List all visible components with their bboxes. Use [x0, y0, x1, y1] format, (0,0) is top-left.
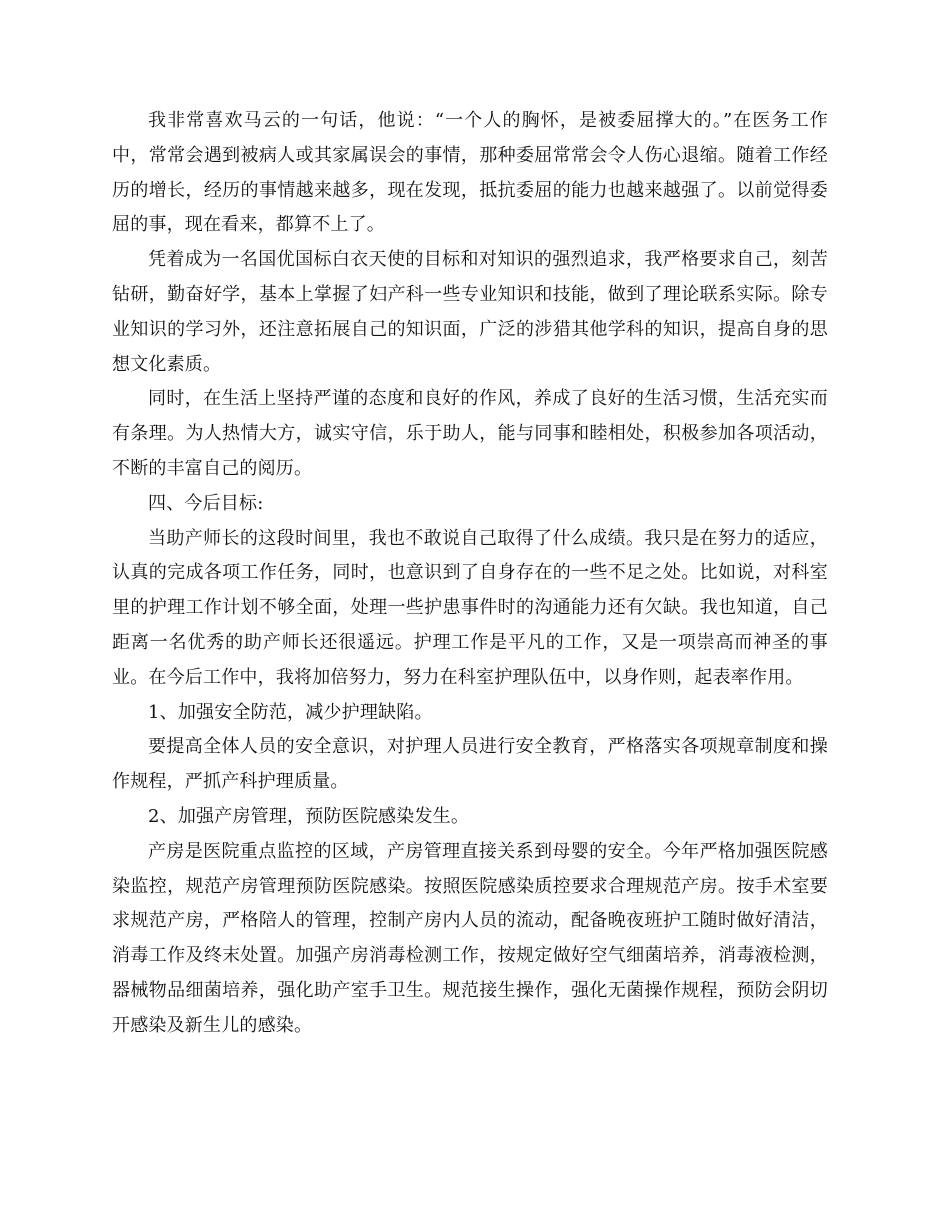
paragraph-goals: 当助产师长的这段时间里，我也不敢说自己取得了什么成绩。我只是在努力的适应，认真的完成各项工作任务，同时，也意识到了自身存在的一些不足之处。比如说，对科室里的护理工作计划不够全面，处理一些护患事件时的沟通能力还有欠缺。我也知道，自己距离一名优秀的助产师长还很遥远。护理工作是平凡的工作，又是一项崇高而神圣的事业。在今后工作中，我将加倍努力，努力在科室护理队伍中，以身作则，起表率作用。 [112, 527, 828, 688]
section-heading-goals: 四、今后目标: [148, 492, 264, 514]
item-heading-safety: 1、加强安全防范，减少护理缺陷。 [148, 701, 433, 723]
paragraph-safety: 要提高全体人员的安全意识，对护理人员进行安全教育，严格落实各项规章制度和操作规程，严抓产科护理质量。 [112, 736, 828, 793]
paragraph-mayun-quote: 我非常喜欢马云的一句话，他说：“一个人的胸怀，是被委屈撑大的。”在医务工作中，常常会遇到被病人或其家属误会的事情，那种委屈常常会令人伤心退缩。随着工作经历的增长，经历的事情越来越多，现在发现，抵抗委屈的能力也越来越强了。以前觉得委屈的事，现在看来，都算不上了。 [112, 110, 828, 236]
paragraph-life: 同时，在生活上坚持严谨的态度和良好的作风，养成了良好的生活习惯，生活充实而有条理。为人热情大方，诚实守信，乐于助人，能与同事和睦相处，积极参加各项活动，不断的丰富自己的阅历。 [112, 388, 828, 479]
item-heading-delivery-room: 2、加强产房管理，预防医院感染发生。 [148, 805, 470, 827]
paragraph-study: 凭着成为一名国优国标白衣天使的目标和对知识的强烈追求，我严格要求自己，刻苦钻研，勤奋好学，基本上掌握了妇产科一些专业知识和技能，做到了理论联系实际。除专业知识的学习外，还注意拓展自己的知识面，广泛的涉猎其他学科的知识，提高自身的思想文化素质。 [112, 249, 828, 375]
paragraph-delivery-room: 产房是医院重点监控的区域，产房管理直接关系到母婴的安全。今年严格加强医院感染监控，规范产房管理预防医院感染。按照医院感染质控要求合理规范产房。按手术室要求规范产房，严格陪人的管理，控制产房内人员的流动，配备晚夜班护工随时做好清洁，消毒工作及终末处置。加强产房消毒检测工作，按规定做好空气细菌培养，消毒液检测，器械物品细菌培养，强化助产室手卫生。规范接生操作，强化无菌操作规程，预防会阴切开感染及新生儿的感染。 [112, 840, 828, 1036]
document-page [112, 104, 828, 1044]
